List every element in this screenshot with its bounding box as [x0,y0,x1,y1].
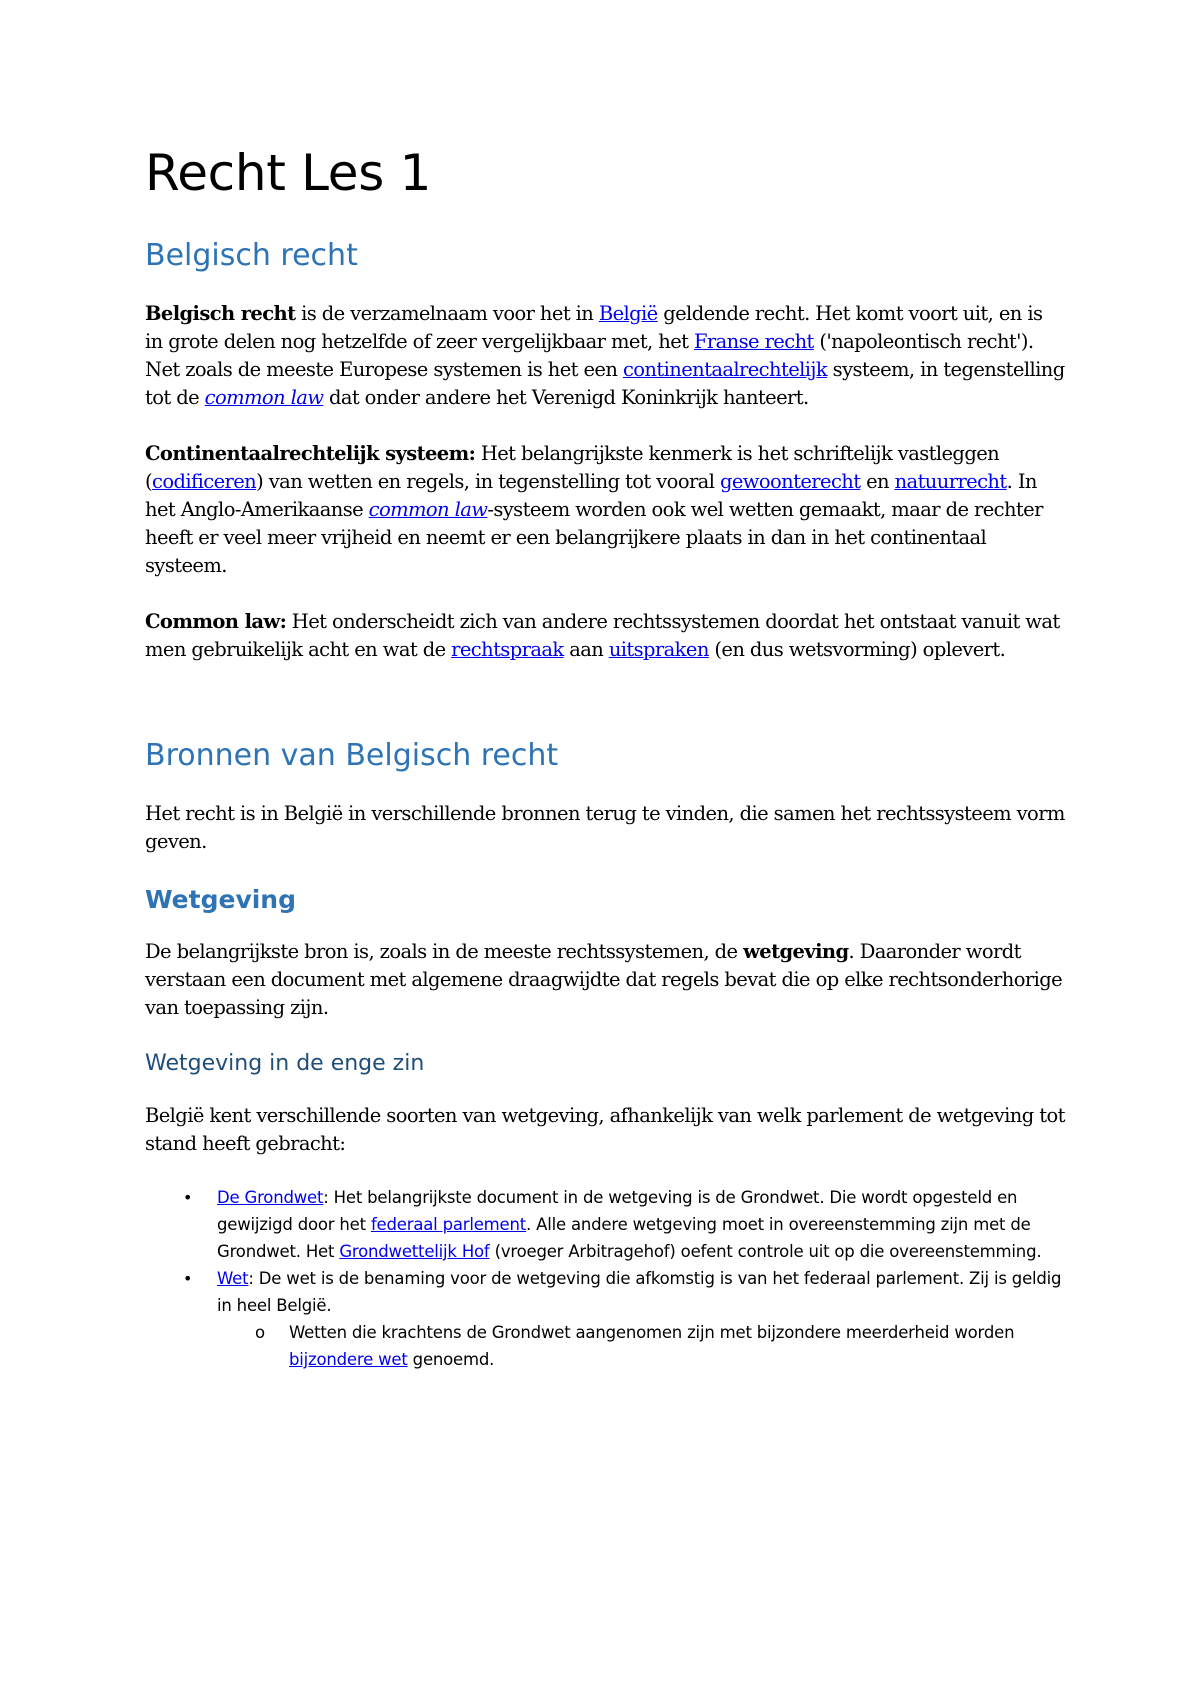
link-common-law-2[interactable]: common law [368,498,488,521]
text: . In het Anglo-Amerikaanse [145,470,1037,521]
paragraph-soorten-wetgeving: België kent verschillende soorten van wetgeving, afhankelijk van welk parlement de wetgeving tot stand heeft gebracht: [145,1104,1065,1155]
heading-bronnen: Bronnen van Belgisch recht [145,738,559,773]
text: : Het belangrijkste document in de wetgeving is de Grondwet. Die wordt opgesteld en gewijzigd door het [217,1188,1018,1234]
text: . Alle andere wetgeving moet in overeenstemming zijn met de Grondwet. Het [217,1215,1031,1261]
document-title: Recht Les 1 [145,144,432,202]
link-belgie[interactable]: België [598,302,658,325]
bullet-marker: • [183,1269,193,1288]
bold-term: Common law: [145,610,287,633]
paragraph-common-law [145,608,1065,664]
text: genoemd. [407,1350,495,1369]
link-natuurrecht[interactable]: natuurrecht [894,470,1007,493]
link-uitspraken[interactable]: uitspraken [608,638,709,661]
text: (en dus wetsvorming) oplevert. [708,638,1006,661]
link-franse-recht[interactable]: Franse recht [694,330,814,353]
sub-list-item [217,1319,1065,1373]
link-gewoonterecht[interactable]: gewoonterecht [719,470,861,493]
text: is de verzamelnaam voor het in [295,302,599,325]
text: aan [563,638,609,661]
text: : De wet is de benaming voor de wetgeving die afkomstig is van het federaal parlement. Zij is geldig in heel België. [217,1269,1062,1315]
sub-list [217,1319,1065,1373]
link-wet[interactable]: Wet [217,1269,249,1288]
paragraph-wetgeving [145,938,1065,1022]
text: en [860,470,895,493]
text: systeem, in tegenstelling tot de [145,358,1065,409]
sub-bullet-marker: o [255,1323,265,1342]
text: Het belangrijkste kenmerk is het schriftelijk vastleggen ( [145,442,1000,493]
list-item [145,1184,1065,1265]
text: De belangrijkste bron is, zoals in de meeste rechtssystemen, de [145,940,744,963]
link-continentaalrechtelijk[interactable]: continentaalrechtelijk [622,358,828,381]
text: dat onder andere het Verenigd Koninkrijk hanteert. [323,386,809,409]
link-bijzondere-wet[interactable]: bijzondere wet [289,1350,408,1369]
text: (vroeger Arbitragehof) oefent controle uit op die overeenstemming. [489,1242,1042,1261]
link-federaal-parlement[interactable]: federaal parlement [370,1215,527,1234]
link-codificeren[interactable]: codificeren [152,470,257,493]
text: Het onderscheidt zich van andere rechtssystemen doordat het ontstaat vanuit wat men gebruikelijk acht en wat de [145,610,1060,661]
text: geldende recht. Het komt voort uit, en is in grote delen nog hetzelfde of zeer vergelijkbaar met, het [145,302,1043,353]
heading-wetgeving-enge-zin: Wetgeving in de enge zin [145,1051,425,1076]
list-item [145,1265,1065,1373]
text: ) van wetten en regels, in tegenstelling tot vooral [256,470,720,493]
bullet-list [145,1184,1065,1373]
link-grondwettelijk-hof[interactable]: Grondwettelijk Hof [339,1242,490,1261]
paragraph-belgisch-recht [145,300,1065,412]
bullet-marker: • [183,1188,193,1207]
document-page [145,140,1065,1373]
bold-term: wetgeving [743,940,849,963]
bold-term: Continentaalrechtelijk systeem: [145,442,476,465]
heading-wetgeving: Wetgeving [145,885,297,914]
paragraph-continentaal [145,440,1065,580]
heading-belgisch-recht: Belgisch recht [145,238,358,273]
bold-term: Belgisch recht [145,302,296,325]
text: ('napoleontisch recht'). Net zoals de meeste Europese systemen is het een [145,330,1034,381]
link-common-law[interactable]: common law [204,386,324,409]
text: . Daaronder wordt verstaan een document met algemene draagwijdte dat regels bevat die op elke rechtsonderhorige van toepassing zijn. [145,940,1063,1019]
text: -systeem worden ook wel wetten gemaakt, maar de rechter heeft er veel meer vrijheid en neemt er een belangrijkere plaats in dan in het continentaal systeem. [145,498,1043,577]
text: Wetten die krachtens de Grondwet aangenomen zijn met bijzondere meerderheid worden [289,1323,1015,1342]
link-de-grondwet[interactable]: De Grondwet [217,1188,324,1207]
link-rechtspraak[interactable]: rechtspraak [451,638,564,661]
paragraph-bronnen: Het recht is in België in verschillende bronnen terug te vinden, die samen het rechtssysteem vorm geven. [145,802,1065,853]
